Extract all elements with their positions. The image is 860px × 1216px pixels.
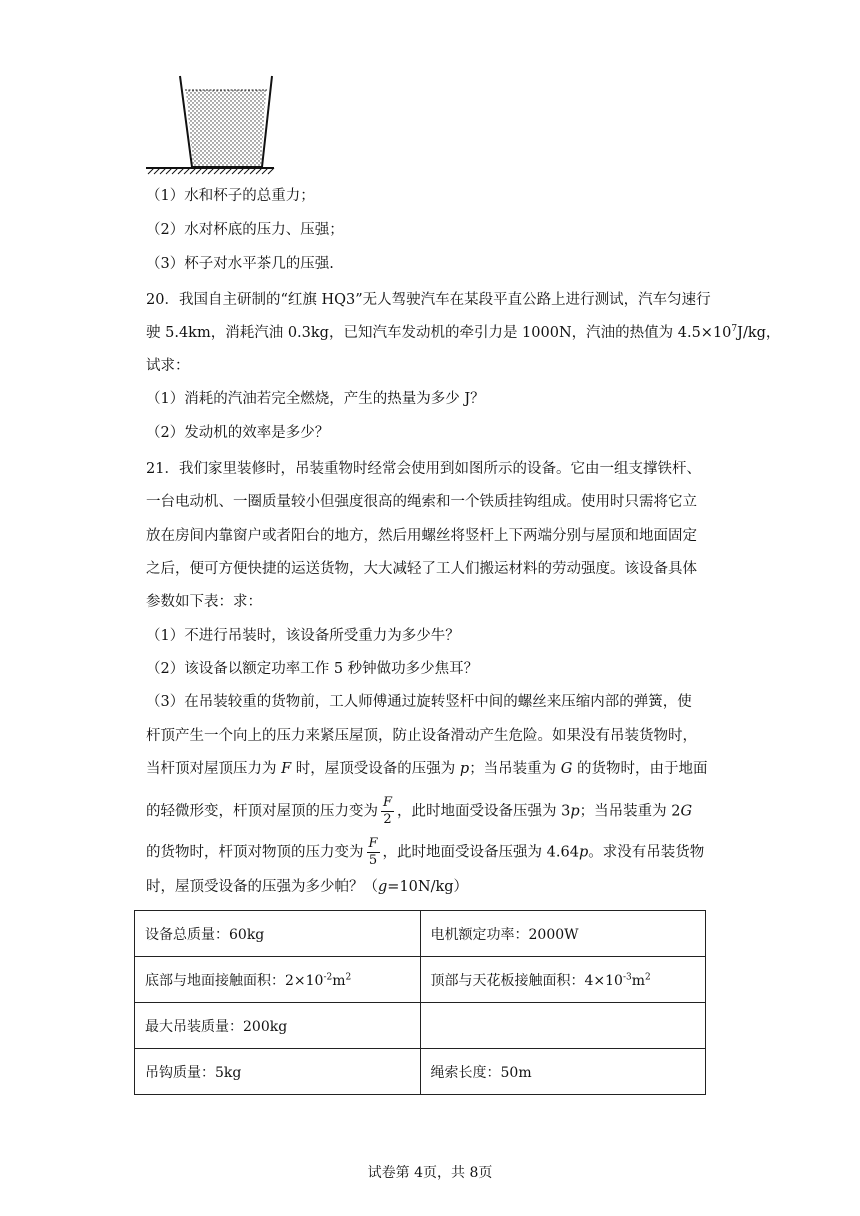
q20-line-3: 试求：	[146, 358, 190, 374]
table-cell: 设备总质量：60kg	[135, 911, 421, 957]
q21-sub-1: （1）不进行吊装时，该设备所受重力为多少牛？	[146, 628, 460, 644]
q20-line-1: 20．我国自主研制的“红旗 HQ3”无人驾驶汽车在某段平直公路上进行测试，汽车匀速行	[146, 292, 711, 308]
table-cell: 顶部与天花板接触面积：$4\times 10^{-3}m^2$	[420, 957, 706, 1003]
table-row	[135, 1003, 706, 1049]
device-parameter-table	[134, 910, 706, 1095]
water-fill	[186, 90, 266, 166]
q21-line-4: 之后，便可方便快捷的运送货物，大大减轻了工人们搬运材料的劳动强度。该设备具体	[146, 561, 697, 577]
q19-item-2: （2）水对杯底的压力、压强；	[146, 222, 344, 238]
q21-sub-3-line-3: 当杆顶对屋顶压力为 F 时，屋顶受设备的压强为 p；当吊装重为 G 的货物时，由于地面	[146, 761, 708, 777]
q21-line-5: 参数如下表：求：	[146, 594, 262, 610]
q21-line-2: 一台电动机、一圈质量较小但强度很高的绳索和一个铁质挂钩组成。使用时只需将它立	[146, 494, 697, 510]
table-cell: 底部与地面接触面积：$2\times 10^{-2}m^2$	[135, 957, 421, 1003]
table-cell: 吊钩质量：5kg	[135, 1049, 421, 1095]
table-row	[135, 911, 706, 957]
table-row	[135, 1049, 706, 1095]
q21-sub-3-line-6: 时，屋顶受设备的压强为多少帕？（g=10N/kg）	[146, 879, 469, 895]
q21-sub-3-line-2: 杆顶产生一个向上的压力来紧压屋顶，防止设备滑动产生危险。如果没有吊装货物时，	[146, 728, 697, 744]
q21-sub-3-line-1: （3）在吊装较重的货物前，工人师傅通过旋转竖杆中间的螺丝来压缩内部的弹簧，使	[146, 694, 692, 710]
q21-sub-2: （2）该设备以额定功率工作 5 秒钟做功多少焦耳？	[146, 661, 479, 677]
q21-sub-3-line-4: 的轻微形变，杆顶对屋顶的压力变为 $\frac{F}{2}$ ，此时地面受设备压强为 3p；当吊装重为 2G	[146, 795, 693, 827]
table-cell: 最大吊装质量：200kg	[135, 1003, 421, 1049]
q21-line-1: 21．我们家里装修时，吊装重物时经常会使用到如图所示的设备。它由一组支撑铁杆、	[146, 461, 701, 477]
q19-item-3: （3）杯子对水平茶几的压强.	[146, 256, 334, 272]
q21-sub-3-line-5: 的货物时，杆顶对物顶的压力变为 $\frac{F}{5}$ ，此时地面受设备压强为 4.64p。求没有吊装货物	[146, 836, 705, 868]
table-row	[135, 957, 706, 1003]
fraction-f-over-2: $\frac{F}{2}$	[383, 795, 393, 827]
q21-line-3: 放在房间内靠窗户或者阳台的地方，然后用螺丝将竖杆上下两端分别与屋顶和地面固定	[146, 528, 697, 544]
table-cell: 绳索长度：50m	[420, 1049, 706, 1095]
page-footer: 试卷第 4页，共 8页	[367, 1165, 493, 1181]
cup-figure	[140, 70, 280, 175]
q20-line-2: 驶 5.4km，消耗汽油 0.3kg，已知汽车发动机的牵引力是 1000N，汽油的热值为 $4.5\times 10^7J/kg$，	[146, 324, 781, 341]
table-cell	[420, 1003, 706, 1049]
q20-sub-1: （1）消耗的汽油若完全燃烧，产生的热量为多少 J？	[146, 391, 485, 407]
table-cell: 电机额定功率：2000W	[420, 911, 706, 957]
fraction-f-over-5: $\frac{F}{5}$	[368, 836, 378, 868]
q20-sub-2: （2）发动机的效率是多少？	[146, 425, 330, 441]
q19-item-1: （1）水和杯子的总重力；	[146, 188, 315, 204]
